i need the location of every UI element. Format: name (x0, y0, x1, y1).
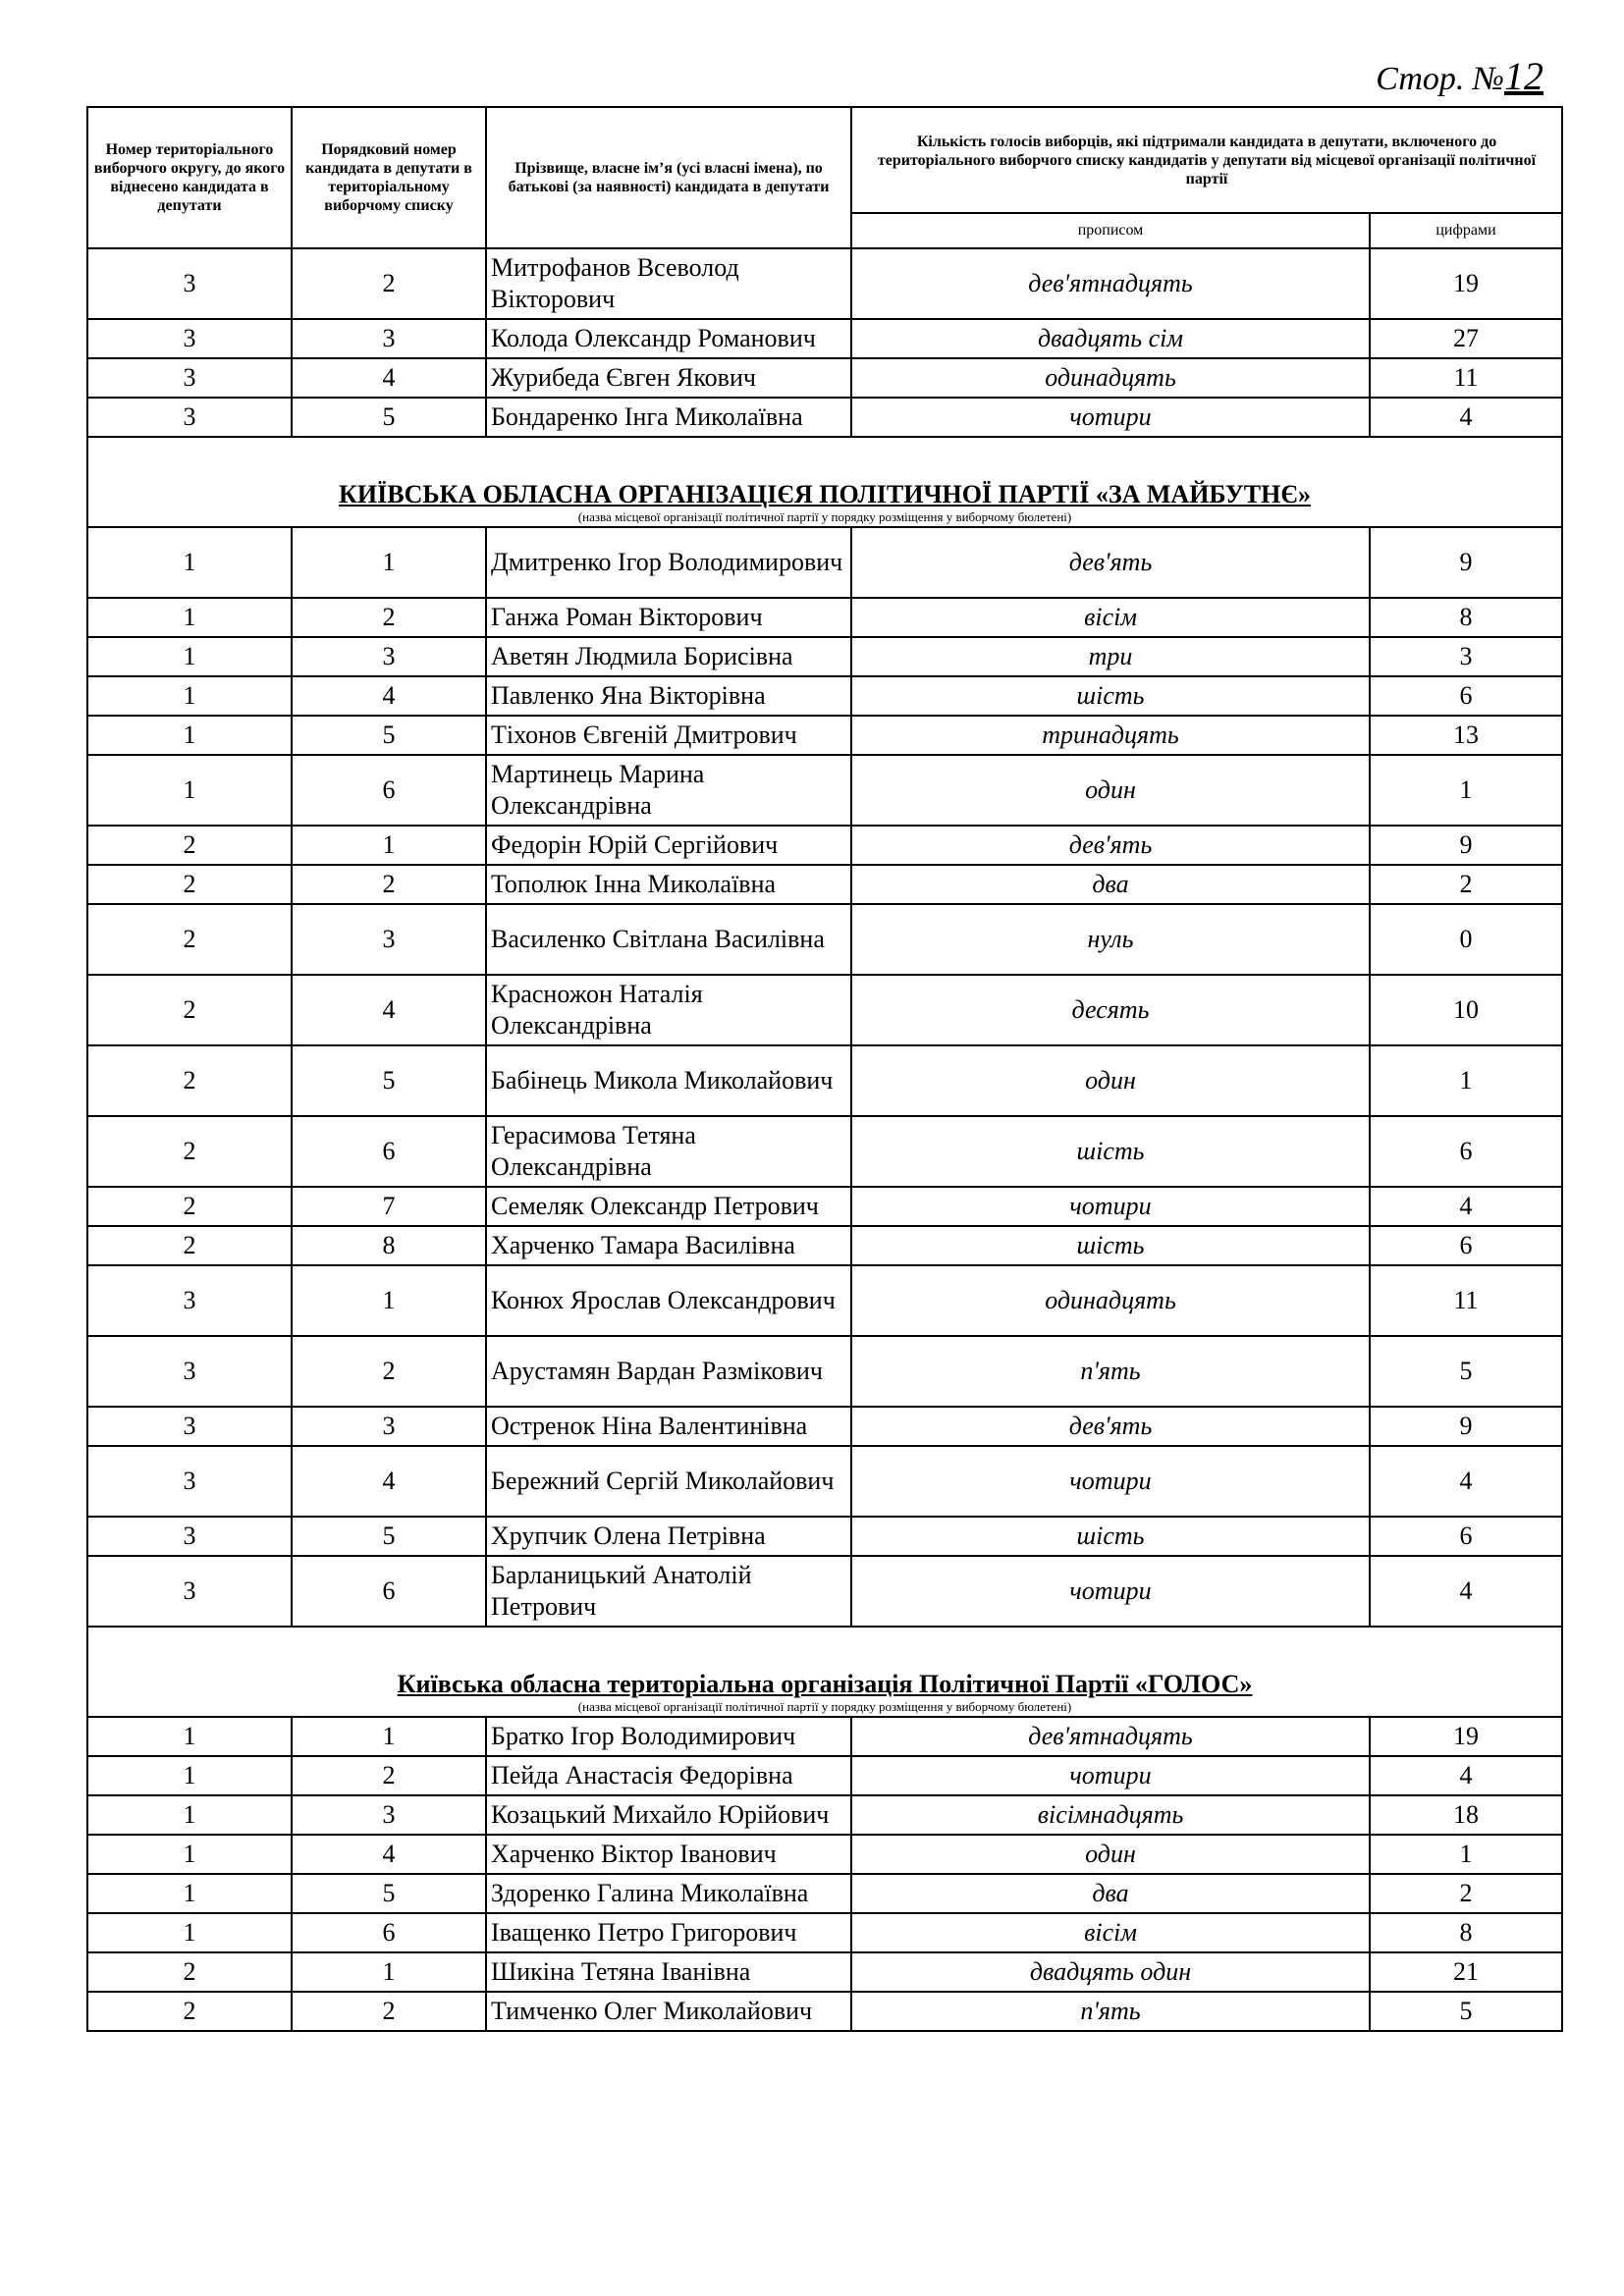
candidate-name-cell: Тимченко Олег Миколайович (486, 1992, 851, 2031)
candidate-name-cell: Журибеда Євген Якович (486, 358, 851, 398)
candidate-number-cell: 2 (292, 1992, 486, 2031)
candidate-name-cell: Братко Ігор Володимирович (486, 1717, 851, 1756)
district-cell: 3 (87, 248, 292, 319)
votes-digits-cell: 1 (1370, 1045, 1562, 1116)
table-row (87, 826, 1562, 865)
votes-digits-cell: 6 (1370, 1517, 1562, 1556)
district-cell: 2 (87, 975, 292, 1045)
votes-words-cell: дев'ятнадцять (851, 248, 1370, 319)
votes-digits-cell: 2 (1370, 1874, 1562, 1913)
table-row (87, 676, 1562, 716)
votes-words-cell: вісім (851, 598, 1370, 637)
candidate-name-cell: Аветян Людмила Борисівна (486, 637, 851, 676)
votes-words-cell: чотири (851, 1446, 1370, 1517)
district-cell: 1 (87, 1835, 292, 1874)
votes-words-cell: один (851, 1045, 1370, 1116)
candidate-number-cell: 5 (292, 398, 486, 437)
page-number-value: 12 (1504, 54, 1543, 98)
table-row (87, 319, 1562, 358)
table-row (87, 1226, 1562, 1265)
candidate-number-cell: 4 (292, 358, 486, 398)
candidate-name-cell: Тополюк Інна Миколаївна (486, 865, 851, 904)
candidate-name-cell: Шикіна Тетяна Іванівна (486, 1952, 851, 1992)
votes-digits-cell: 4 (1370, 1446, 1562, 1517)
district-cell: 1 (87, 1756, 292, 1795)
votes-words-cell: дев'ятнадцять (851, 1717, 1370, 1756)
votes-words-cell: десять (851, 975, 1370, 1045)
district-cell: 3 (87, 1517, 292, 1556)
candidate-number-cell: 6 (292, 755, 486, 826)
candidate-name-cell: Герасимова Тетяна Олександрівна (486, 1116, 851, 1187)
candidate-number-cell: 2 (292, 248, 486, 319)
candidate-name-cell: Козацький Михайло Юрійович (486, 1795, 851, 1835)
votes-digits-cell: 19 (1370, 1717, 1562, 1756)
candidate-name-cell: Пейда Анастасія Федорівна (486, 1756, 851, 1795)
votes-digits-cell: 9 (1370, 826, 1562, 865)
votes-words-cell: двадцять сім (851, 319, 1370, 358)
table-row (87, 1952, 1562, 1992)
candidate-number-cell: 8 (292, 1226, 486, 1265)
district-cell: 1 (87, 527, 292, 598)
candidate-number-cell: 3 (292, 1407, 486, 1446)
candidate-number-cell: 5 (292, 1045, 486, 1116)
party-name-note: (назва місцевої організації політичної партії у порядку розміщення у виборчому бюлетені) (577, 509, 1072, 524)
results-table (86, 106, 1563, 2032)
votes-digits-cell: 5 (1370, 1336, 1562, 1407)
votes-digits-cell: 5 (1370, 1992, 1562, 2031)
votes-words-cell: дев'ять (851, 1407, 1370, 1446)
votes-words-cell: шість (851, 676, 1370, 716)
candidate-number-cell: 3 (292, 637, 486, 676)
header-votes-words: прописом (851, 213, 1370, 248)
district-cell: 2 (87, 904, 292, 975)
votes-digits-cell: 2 (1370, 865, 1562, 904)
candidate-name-cell: Мартинець Марина Олександрівна (486, 755, 851, 826)
candidate-number-cell: 2 (292, 1756, 486, 1795)
candidate-name-cell: Федорін Юрій Сергійович (486, 826, 851, 865)
party-name: КИЇВСЬКА ОБЛАСНА ОРГАНІЗАЦІЄЯ ПОЛІТИЧНОЇ ПАРТІЇ «ЗА МАЙБУТНЄ» (339, 480, 1311, 508)
votes-words-cell: один (851, 1835, 1370, 1874)
district-cell: 3 (87, 398, 292, 437)
candidate-number-cell: 2 (292, 598, 486, 637)
table-row (87, 1116, 1562, 1187)
candidate-number-cell: 5 (292, 1517, 486, 1556)
votes-words-cell: тринадцять (851, 716, 1370, 755)
votes-words-cell: вісім (851, 1913, 1370, 1952)
candidate-number-cell: 4 (292, 1835, 486, 1874)
votes-words-cell: шість (851, 1517, 1370, 1556)
votes-words-cell: одинадцять (851, 358, 1370, 398)
votes-digits-cell: 4 (1370, 1756, 1562, 1795)
district-cell: 1 (87, 1795, 292, 1835)
table-row (87, 1446, 1562, 1517)
party-section-cell (87, 437, 1562, 527)
table-row (87, 1756, 1562, 1795)
candidate-number-cell: 2 (292, 865, 486, 904)
votes-words-cell: двадцять один (851, 1952, 1370, 1992)
votes-words-cell: п'ять (851, 1336, 1370, 1407)
votes-digits-cell: 18 (1370, 1795, 1562, 1835)
votes-digits-cell: 8 (1370, 598, 1562, 637)
table-row (87, 975, 1562, 1045)
district-cell: 3 (87, 1446, 292, 1517)
candidate-number-cell: 6 (292, 1913, 486, 1952)
candidate-name-cell: Дмитренко Ігор Володимирович (486, 527, 851, 598)
candidate-number-cell: 1 (292, 1952, 486, 1992)
table-row (87, 1992, 1562, 2031)
votes-digits-cell: 6 (1370, 1116, 1562, 1187)
candidate-name-cell: Іващенко Петро Григорович (486, 1913, 851, 1952)
votes-words-cell: один (851, 755, 1370, 826)
candidate-name-cell: Бондаренко Інга Миколаївна (486, 398, 851, 437)
district-cell: 2 (87, 1952, 292, 1992)
party-name: Київська обласна територіальна організація Політичної Партії «ГОЛОС» (397, 1670, 1253, 1698)
header-district: Номер територіального виборчого округу, до якого віднесено кандидата в депутати (87, 107, 292, 248)
table-row (87, 527, 1562, 598)
votes-words-cell: дев'ять (851, 826, 1370, 865)
district-cell: 1 (87, 637, 292, 676)
party-section-cell (87, 1627, 1562, 1717)
district-cell: 2 (87, 1226, 292, 1265)
candidate-name-cell: Тіхонов Євгеній Дмитрович (486, 716, 851, 755)
votes-digits-cell: 8 (1370, 1913, 1562, 1952)
votes-digits-cell: 19 (1370, 248, 1562, 319)
district-cell: 2 (87, 1045, 292, 1116)
party-name-note: (назва місцевої організації політичної партії у порядку розміщення у виборчому бюлетені) (577, 1699, 1072, 1714)
votes-words-cell: п'ять (851, 1992, 1370, 2031)
district-cell: 2 (87, 826, 292, 865)
votes-words-cell: нуль (851, 904, 1370, 975)
candidate-name-cell: Бережний Сергій Миколайович (486, 1446, 851, 1517)
candidate-name-cell: Митрофанов Всеволод Вікторович (486, 248, 851, 319)
table-row (87, 904, 1562, 975)
candidate-number-cell: 6 (292, 1116, 486, 1187)
candidate-name-cell: Красножон Наталія Олександрівна (486, 975, 851, 1045)
district-cell: 1 (87, 1874, 292, 1913)
votes-words-cell: два (851, 865, 1370, 904)
votes-words-cell: дев'ять (851, 527, 1370, 598)
votes-words-cell: чотири (851, 398, 1370, 437)
results-body (87, 248, 1562, 2031)
votes-digits-cell: 4 (1370, 398, 1562, 437)
votes-digits-cell: 4 (1370, 1556, 1562, 1627)
district-cell: 1 (87, 716, 292, 755)
table-row (87, 1556, 1562, 1627)
district-cell: 1 (87, 676, 292, 716)
candidate-name-cell: Бабінець Микола Миколайович (486, 1045, 851, 1116)
table-row (87, 1835, 1562, 1874)
header-candidate-number: Порядковий номер кандидата в депутати в територіальному виборчому списку (292, 107, 486, 248)
table-row (87, 716, 1562, 755)
district-cell: 3 (87, 1265, 292, 1336)
table-row (87, 598, 1562, 637)
candidate-number-cell: 1 (292, 1265, 486, 1336)
candidate-name-cell: Семеляк Олександр Петрович (486, 1187, 851, 1226)
candidate-number-cell: 6 (292, 1556, 486, 1627)
votes-digits-cell: 4 (1370, 1187, 1562, 1226)
district-cell: 3 (87, 1407, 292, 1446)
district-cell: 2 (87, 1992, 292, 2031)
votes-words-cell: шість (851, 1116, 1370, 1187)
table-row (87, 248, 1562, 319)
page-number (1376, 53, 1543, 99)
table-row (87, 398, 1562, 437)
candidate-number-cell: 3 (292, 1795, 486, 1835)
votes-words-cell: вісімнадцять (851, 1795, 1370, 1835)
votes-digits-cell: 1 (1370, 755, 1562, 826)
candidate-number-cell: 5 (292, 716, 486, 755)
table-row (87, 1874, 1562, 1913)
candidate-number-cell: 1 (292, 826, 486, 865)
candidate-name-cell: Барланицький Анатолій Петрович (486, 1556, 851, 1627)
district-cell: 1 (87, 755, 292, 826)
candidate-number-cell: 4 (292, 1446, 486, 1517)
candidate-name-cell: Колода Олександр Романович (486, 319, 851, 358)
candidate-name-cell: Остренок Ніна Валентинівна (486, 1407, 851, 1446)
district-cell: 1 (87, 598, 292, 637)
votes-digits-cell: 10 (1370, 975, 1562, 1045)
votes-digits-cell: 1 (1370, 1835, 1562, 1874)
table-row (87, 1717, 1562, 1756)
district-cell: 3 (87, 319, 292, 358)
table-row (87, 755, 1562, 826)
district-cell: 1 (87, 1913, 292, 1952)
candidate-name-cell: Здоренко Галина Миколаївна (486, 1874, 851, 1913)
votes-digits-cell: 0 (1370, 904, 1562, 975)
table-row (87, 1517, 1562, 1556)
candidate-name-cell: Харченко Тамара Василівна (486, 1226, 851, 1265)
table-row (87, 1187, 1562, 1226)
table-row (87, 1407, 1562, 1446)
votes-digits-cell: 13 (1370, 716, 1562, 755)
votes-digits-cell: 9 (1370, 1407, 1562, 1446)
votes-digits-cell: 11 (1370, 358, 1562, 398)
votes-digits-cell: 9 (1370, 527, 1562, 598)
votes-digits-cell: 6 (1370, 1226, 1562, 1265)
table-row (87, 1913, 1562, 1952)
table-row (87, 1045, 1562, 1116)
candidate-name-cell: Хрупчик Олена Петрівна (486, 1517, 851, 1556)
votes-digits-cell: 11 (1370, 1265, 1562, 1336)
table-row (87, 1795, 1562, 1835)
header-votes-digits: цифрами (1370, 213, 1562, 248)
district-cell: 3 (87, 358, 292, 398)
votes-words-cell: чотири (851, 1556, 1370, 1627)
table-row (87, 1265, 1562, 1336)
candidate-name-cell: Харченко Віктор Іванович (486, 1835, 851, 1874)
header-candidate-name: Прізвище, власне ім’я (усі власні імена), по батькові (за наявності) кандидата в депутати (486, 107, 851, 248)
candidate-name-cell: Ганжа Роман Вікторович (486, 598, 851, 637)
votes-words-cell: три (851, 637, 1370, 676)
votes-digits-cell: 3 (1370, 637, 1562, 676)
candidate-number-cell: 3 (292, 904, 486, 975)
district-cell: 1 (87, 1717, 292, 1756)
candidate-number-cell: 4 (292, 975, 486, 1045)
votes-words-cell: шість (851, 1226, 1370, 1265)
votes-digits-cell: 21 (1370, 1952, 1562, 1992)
votes-words-cell: чотири (851, 1756, 1370, 1795)
candidate-name-cell: Конюх Ярослав Олександрович (486, 1265, 851, 1336)
candidate-number-cell: 7 (292, 1187, 486, 1226)
candidate-number-cell: 2 (292, 1336, 486, 1407)
votes-digits-cell: 6 (1370, 676, 1562, 716)
party-section-header (87, 437, 1562, 527)
table-row (87, 358, 1562, 398)
district-cell: 2 (87, 1116, 292, 1187)
header-votes: Кількість голосів виборців, які підтримали кандидата в депутати, включеного до територіального виборчого списку кандидатів у депутати від місцевої організації політичної партії (851, 107, 1562, 213)
votes-words-cell: одинадцять (851, 1265, 1370, 1336)
candidate-number-cell: 5 (292, 1874, 486, 1913)
candidate-name-cell: Арустамян Вардан Размікович (486, 1336, 851, 1407)
candidate-number-cell: 1 (292, 527, 486, 598)
table-row (87, 1336, 1562, 1407)
votes-words-cell: два (851, 1874, 1370, 1913)
district-cell: 3 (87, 1336, 292, 1407)
candidate-name-cell: Павленко Яна Вікторівна (486, 676, 851, 716)
candidate-number-cell: 4 (292, 676, 486, 716)
table-row (87, 637, 1562, 676)
page-number-label: Стор. № (1376, 61, 1504, 97)
candidate-number-cell: 1 (292, 1717, 486, 1756)
candidate-number-cell: 3 (292, 319, 486, 358)
candidate-name-cell: Василенко Світлана Василівна (486, 904, 851, 975)
district-cell: 2 (87, 1187, 292, 1226)
party-section-header (87, 1627, 1562, 1717)
district-cell: 2 (87, 865, 292, 904)
votes-words-cell: чотири (851, 1187, 1370, 1226)
table-row (87, 865, 1562, 904)
district-cell: 3 (87, 1556, 292, 1627)
votes-digits-cell: 27 (1370, 319, 1562, 358)
